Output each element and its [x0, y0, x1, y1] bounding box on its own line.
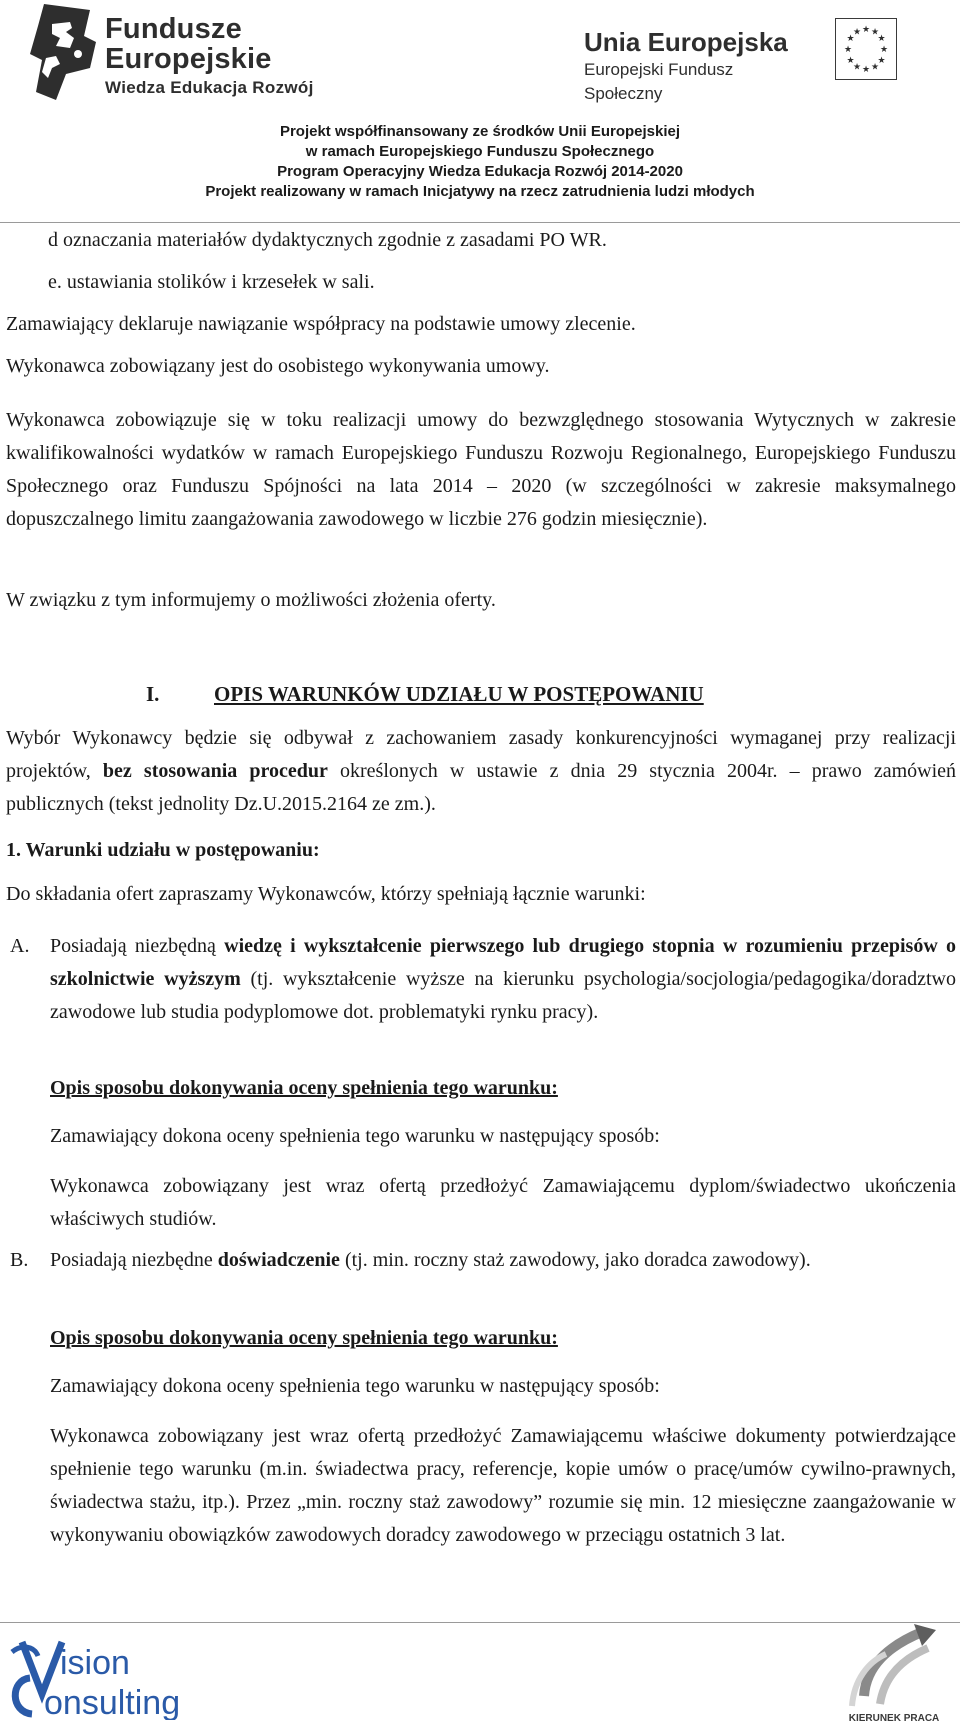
paragraph-inform: W związku z tym informujemy o możliwości złożenia oferty. — [6, 589, 496, 611]
paragraph-invite: Do składania ofert zapraszamy Wykonawców, którzy spełniają łącznie warunki: — [6, 883, 646, 905]
section-heading — [146, 682, 704, 707]
condition-b — [6, 1244, 956, 1277]
condition-a-marker: A. — [10, 935, 30, 957]
project-line-3: Program Operacyjny Wiedza Edukacja Rozwój 2014-2020 — [277, 163, 683, 180]
svg-text:★: ★ — [877, 34, 886, 44]
paragraph-selection — [6, 722, 956, 821]
heading-conditions: 1. Warunki udziału w postępowaniu: — [6, 839, 320, 861]
condition-a-assessment-text: Wykonawca zobowiązany jest wraz ofertą przedłożyć Zamawiającemu dyplom/świadectwo ukończenia właściwych studiów. — [50, 1175, 956, 1230]
project-line-4: Projekt realizowany w ramach Inicjatywy na rzecz zatrudnienia ludzi młodych — [205, 183, 755, 200]
paragraph-cooperation: Zamawiający deklaruje nawiązanie współpracy na podstawie umowy zlecenie. — [6, 313, 636, 335]
svg-text:★: ★ — [861, 25, 871, 35]
svg-text:★: ★ — [843, 45, 853, 55]
header-divider — [0, 222, 960, 223]
svg-text:★: ★ — [879, 45, 889, 55]
condition-b-text-post: (tj. min. roczny staż zawodowy, jako doradca zawodowy). — [339, 1249, 811, 1271]
fundusze-europejskie-wordmark — [105, 14, 314, 100]
page-header — [0, 0, 960, 222]
paragraph-personal-performance: Wykonawca zobowiązany jest do osobistego wykonywania umowy. — [6, 355, 550, 377]
condition-b-assessment-intro: Zamawiający dokona oceny spełnienia tego warunku w następujący sposób: — [50, 1375, 660, 1397]
svg-text:★: ★ — [861, 65, 871, 75]
condition-a-assessment-intro: Zamawiający dokona oceny spełnienia tego warunku w następujący sposób: — [50, 1125, 660, 1147]
condition-a — [6, 930, 956, 1029]
paragraph-guidelines: Wykonawca zobowiązuje się w toku realizacji umowy do bezwzględnego stosowania Wytycznych w zakresie kwalifikowalności wydatków w ramach Europejskiego Funduszu Rozwoju Regionalnego, Europejskiego Funduszu Społecznego oraz Funduszu Spójności na lata 2014 – 2020 (w szczególności w zakresie maksymalnego dopuszczalnego limitu zaangażowania zawodowego w liczbie 276 godzin miesięcznie). — [6, 409, 956, 530]
project-line-1: Projekt współfinansowany ze środków Unii Europejskiej — [279, 123, 681, 140]
fe-logo-line3: Wiedza Edukacja Rozwój — [105, 78, 314, 97]
condition-a-text-bold: wiedzę i wykształcenie pierwszego lub drugiego stopnia w rozumieniu przepisów o szkolnictwie wyższym — [50, 935, 956, 990]
condition-a-text-pre: Posiadają niezbędną — [50, 935, 225, 957]
condition-b-assessment-heading: Opis sposobu dokonywania oceny spełnienia tego warunku: — [50, 1327, 558, 1349]
vision-logo-line2: onsulting — [44, 1684, 181, 1720]
project-line-2: w ramach Europejskiego Funduszu Społecznego — [305, 143, 655, 160]
svg-text:★: ★ — [870, 27, 880, 38]
condition-b-text-pre: Posiadają niezbędne — [50, 1249, 218, 1271]
ue-logo-line2: Europejski Fundusz Społeczny — [584, 60, 734, 103]
condition-b-marker: B. — [10, 1249, 29, 1271]
kierunek-praca-logo-icon — [844, 1620, 944, 1724]
section-title: OPIS WARUNKÓW UDZIAŁU W POSTĘPOWANIU — [214, 682, 704, 706]
condition-a-text-post: (tj. wykształcenie wyższe na kierunku psychologia/socjologia/pedagogika/doradztwo zawodowe lub studia podyplomowe dot. problematyki rynku pracy). — [50, 968, 956, 1023]
project-funding-note — [0, 122, 960, 202]
section-number: I. — [146, 682, 160, 706]
condition-b-text-bold: doświadczenie — [217, 1249, 340, 1271]
fe-logo-line1: Fundusze — [105, 13, 242, 45]
eu-stars-flag-icon — [835, 18, 897, 80]
svg-text:★: ★ — [877, 56, 886, 66]
condition-b-text — [50, 1244, 956, 1277]
svg-text:★: ★ — [852, 27, 862, 38]
vision-logo-line1: ision — [60, 1644, 130, 1682]
selection-text-start: Wybór Wykonawcy będzie się odbywał z zachowaniem zasady konkurencyjności wymaganej przy realizacji projektów, — [6, 727, 956, 782]
vision-consulting-logo-icon — [8, 1634, 208, 1720]
unia-europejska-wordmark — [584, 26, 794, 106]
fe-logo-line2: Europejskie — [105, 43, 272, 75]
condition-a-text — [50, 930, 956, 1029]
fundusze-europejskie-logo-icon — [26, 2, 106, 102]
condition-a-assessment-heading: Opis sposobu dokonywania oceny spełnienia tego warunku: — [50, 1077, 558, 1099]
condition-b-assessment-text: Wykonawca zobowiązany jest wraz ofertą przedłożyć Zamawiającemu właściwe dokumenty potwierdzające spełnienie tego warunku (m.in. świadectwa pracy, referencje, kopie umów o pracę/umów cywilno-prawnych, świadectwa stażu, itp.). Przez „min. roczny staż zawodowy” rozumie się min. 12 miesięczne zaangażowanie w wykonywaniu obowiązków zawodowych doradcy zawodowego w przeciągu ostatnich 3 lat. — [50, 1425, 956, 1546]
kierunek-logo-text: KIERUNEK PRACA — [848, 1713, 940, 1724]
svg-text:★: ★ — [846, 56, 855, 66]
list-item-d: d oznaczania materiałów dydaktycznych zgodnie z zasadami PO WR. — [48, 229, 607, 251]
selection-text-bold: bez stosowania procedur — [102, 760, 328, 782]
svg-text:★: ★ — [870, 62, 880, 73]
ue-logo-line1: Unia Europejska — [584, 27, 788, 57]
svg-text:★: ★ — [852, 62, 862, 73]
svg-text:★: ★ — [846, 34, 855, 44]
footer-divider — [0, 1622, 960, 1623]
selection-text-end: określonych w ustawie z dnia 29 stycznia 2004r. – prawo zamówień publicznych (tekst jednolity Dz.U.2015.2164 ze zm.). — [6, 760, 957, 815]
list-item-e: e. ustawiania stolików i krzesełek w sali. — [48, 271, 375, 293]
